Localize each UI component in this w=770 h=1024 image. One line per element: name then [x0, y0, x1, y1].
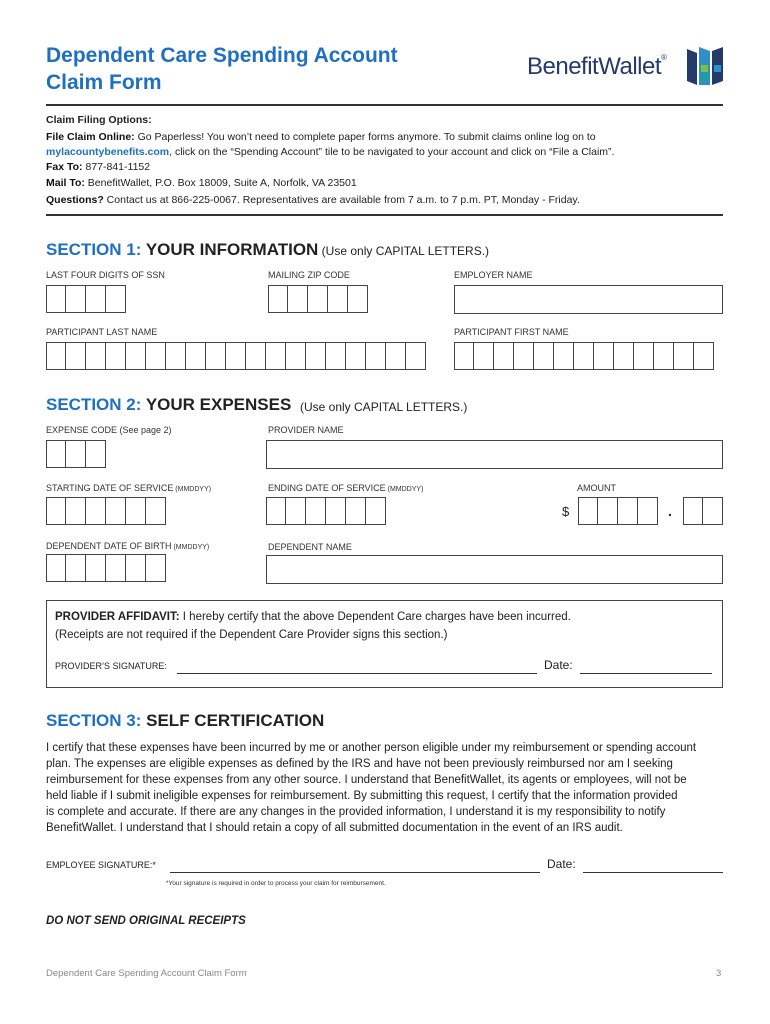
start-date-input[interactable]	[46, 497, 166, 525]
employee-signature-label: EMPLOYEE SIGNATURE:*	[46, 860, 156, 870]
benefitwallet-logo	[527, 45, 727, 87]
last-name-label: PARTICIPANT LAST NAME	[46, 327, 158, 337]
questions-option: Questions? Contact us at 866-225-0067. Representatives are available from 7 a.m. to 7 p.m. PT, Monday - Friday.	[46, 194, 580, 206]
do-not-send-warning: DO NOT SEND ORIGINAL RECEIPTS	[46, 915, 246, 927]
amount-dollars-input[interactable]	[578, 497, 658, 525]
expense-code-input[interactable]	[46, 440, 106, 468]
dob-label: DEPENDENT DATE OF BIRTH (MMDDYY)	[46, 541, 210, 551]
end-date-label: ENDING DATE OF SERVICE (MMDDYY)	[268, 483, 424, 493]
first-name-label: PARTICIPANT FIRST NAME	[454, 327, 569, 337]
last-name-input[interactable]	[46, 342, 426, 370]
section1-heading: SECTION 1: YOUR INFORMATION (Use only CAPITAL LETTERS.)	[46, 240, 490, 259]
options-divider	[46, 214, 723, 216]
dollar-sign: $	[562, 504, 570, 519]
title-line-1: Dependent Care Spending Account	[46, 44, 398, 67]
ssn-input[interactable]	[46, 285, 126, 313]
amount-label: AMOUNT	[577, 483, 616, 493]
fax-option: Fax To: 877-841-1152	[46, 161, 151, 173]
section2-heading: SECTION 2: YOUR EXPENSES	[46, 395, 292, 414]
provider-signature-line[interactable]	[177, 673, 537, 674]
employee-date-label: Date:	[547, 857, 576, 871]
expense-code-label: EXPENSE CODE (See page 2)	[46, 425, 172, 435]
options-heading: Claim Filing Options:	[46, 114, 152, 126]
employee-signature-line[interactable]	[170, 872, 540, 873]
provider-signature-label: PROVIDER’S SIGNATURE:	[55, 661, 167, 671]
provider-date-line[interactable]	[580, 673, 712, 674]
header-divider	[46, 104, 723, 106]
mail-option: Mail To: BenefitWallet, P.O. Box 18009, Suite A, Norfolk, VA 23501	[46, 177, 357, 189]
online-option: File Claim Online: Go Paperless! You won’t need to complete paper forms anymore. To submit claims online log on to	[46, 131, 596, 143]
dob-input[interactable]	[46, 554, 166, 582]
logo-mark-icon	[685, 45, 725, 87]
ssn-label: LAST FOUR DIGITS OF SSN	[46, 270, 165, 280]
affidavit-note: (Receipts are not required if the Dependent Care Provider signs this section.)	[55, 629, 448, 641]
amount-cents-input[interactable]	[683, 497, 723, 525]
title-line-2: Claim Form	[46, 71, 162, 94]
signature-note: *Your signature is required in order to process your claim for reimbursement.	[166, 880, 386, 887]
page-number: 3	[716, 968, 722, 979]
employee-date-line[interactable]	[583, 872, 723, 873]
logo-text: BenefitWallet®	[527, 53, 667, 80]
zip-label: MAILING ZIP CODE	[268, 270, 350, 280]
dependent-name-input[interactable]	[266, 555, 723, 584]
section2-note: (Use only CAPITAL LETTERS.)	[300, 400, 468, 414]
footer-form-name: Dependent Care Spending Account Claim Form	[46, 968, 247, 979]
employer-label: EMPLOYER NAME	[454, 270, 533, 280]
first-name-input[interactable]	[454, 342, 714, 370]
affidavit-statement: PROVIDER AFFIDAVIT: I hereby certify that the above Dependent Care charges have been incurred.	[55, 611, 571, 623]
zip-input[interactable]	[268, 285, 368, 313]
provider-date-label: Date:	[544, 658, 573, 672]
provider-input[interactable]	[266, 440, 723, 469]
page-title	[46, 42, 398, 96]
online-option-cont: mylacountybenefits.com, click on the “Spending Account” tile to be navigated to your account and click on “File a Claim”.	[46, 146, 615, 158]
end-date-input[interactable]	[266, 497, 386, 525]
provider-affidavit-box	[46, 600, 723, 688]
provider-label: PROVIDER NAME	[268, 425, 344, 435]
dependent-name-label: DEPENDENT NAME	[268, 542, 352, 552]
decimal-point: .	[668, 503, 672, 519]
mylacountybenefits-link[interactable]: mylacountybenefits.com	[46, 146, 170, 158]
self-certification-text: I certify that these expenses have been incurred by me or another person eligible under my reimbursement or spending account plan. The expenses are eligible expenses as defined by the IRS and have not been previously reimbursed nor am I seeking reimbursement for these expenses from any other source. I understand that BenefitWallet, its agents or employees, will not be held liable if I submit ineligible expenses for reimbursement. By submitting this request, I certify that the information provided is complete and accurate. If there are any changes in the provided information, I understand it is my responsibility to notify BenefitWallet. I understand that I should retain a copy of all submitted documentation in the event of an IRS audit.	[46, 742, 697, 834]
employer-input[interactable]	[454, 285, 723, 314]
section3-heading: SECTION 3: SELF CERTIFICATION	[46, 711, 325, 730]
start-date-label: STARTING DATE OF SERVICE (MMDDYY)	[46, 483, 212, 493]
